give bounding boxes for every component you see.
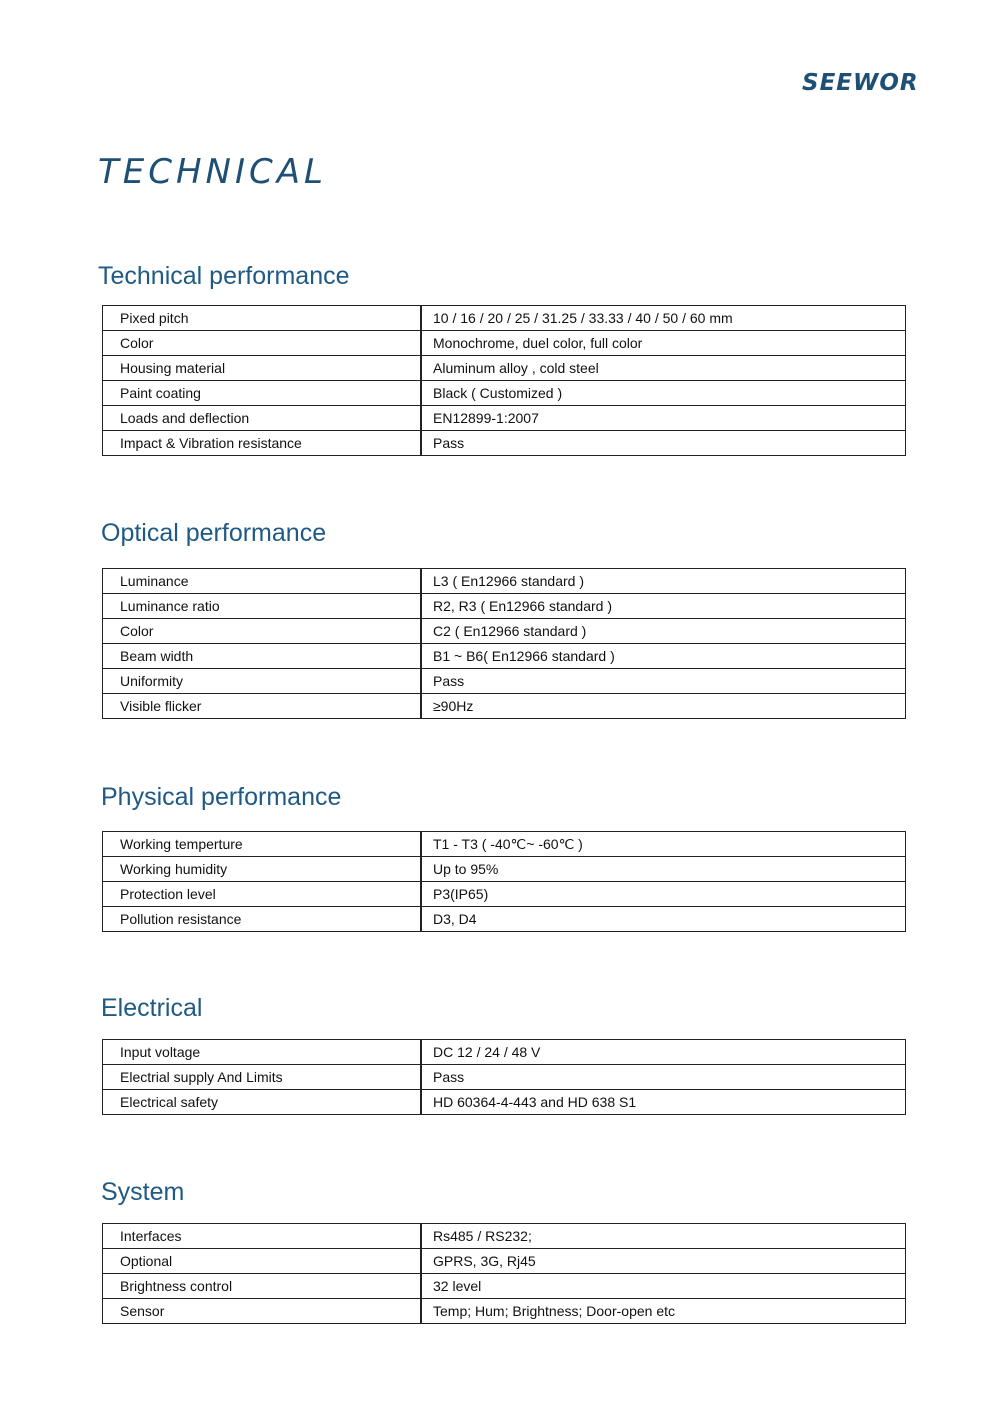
spec-value: T1 - T3 ( -40℃~ -60℃ ) [421,832,906,857]
spec-value: C2 ( En12966 standard ) [421,619,906,644]
spec-value: 32 level [421,1274,906,1299]
table-row [103,907,906,932]
spec-label: Pollution resistance [103,907,422,932]
spec-value: L3 ( En12966 standard ) [421,569,906,594]
spec-value: Pass [421,431,906,456]
table-row [103,694,906,719]
spec-value: Up to 95% [421,857,906,882]
section-heading-physical: Physical performance [101,783,342,811]
table-row [103,406,906,431]
table-row [103,306,906,331]
page-title: TECHNICAL [98,152,327,192]
spec-label: Sensor [103,1299,422,1324]
spec-value: EN12899-1:2007 [421,406,906,431]
spec-label: Optional [103,1249,422,1274]
spec-value: Temp; Hum; Brightness; Door-open etc [421,1299,906,1324]
table-row [103,669,906,694]
spec-label: Luminance ratio [103,594,422,619]
system-table [102,1223,906,1324]
spec-value: R2, R3 ( En12966 standard ) [421,594,906,619]
spec-value: Black ( Customized ) [421,381,906,406]
optical-performance-table [102,568,906,719]
spec-label: Color [103,331,422,356]
spec-label: Loads and deflection [103,406,422,431]
table-row [103,1065,906,1090]
table-row [103,331,906,356]
table-row [103,619,906,644]
table-row [103,569,906,594]
table-row [103,857,906,882]
table-row [103,882,906,907]
table-row [103,594,906,619]
spec-label: Interfaces [103,1224,422,1249]
electrical-table [102,1039,906,1115]
section-heading-optical: Optical performance [101,519,327,547]
spec-value: B1 ~ B6( En12966 standard ) [421,644,906,669]
spec-label: Protection level [103,882,422,907]
brand-logo: SEEWOR [802,70,919,96]
spec-label: Electrial supply And Limits [103,1065,422,1090]
spec-value: D3, D4 [421,907,906,932]
spec-label: Visible flicker [103,694,422,719]
table-row [103,431,906,456]
table-row [103,1274,906,1299]
spec-value: Pass [421,1065,906,1090]
spec-label: Electrical safety [103,1090,422,1115]
spec-label: Color [103,619,422,644]
spec-label: Uniformity [103,669,422,694]
spec-label: Housing material [103,356,422,381]
spec-label: Working temperture [103,832,422,857]
table-row [103,1224,906,1249]
table-row [103,381,906,406]
section-heading-system: System [101,1178,185,1206]
spec-label: Brightness control [103,1274,422,1299]
spec-value: GPRS, 3G, Rj45 [421,1249,906,1274]
physical-performance-table [102,831,906,932]
spec-value: ≥90Hz [421,694,906,719]
spec-label: Impact & Vibration resistance [103,431,422,456]
spec-value: DC 12 / 24 / 48 V [421,1040,906,1065]
spec-value: 10 / 16 / 20 / 25 / 31.25 / 33.33 / 40 / 50 / 60 mm [421,306,906,331]
spec-value: HD 60364-4-443 and HD 638 S1 [421,1090,906,1115]
table-row [103,1299,906,1324]
table-row [103,644,906,669]
table-row [103,356,906,381]
spec-value: Aluminum alloy , cold steel [421,356,906,381]
table-row [103,1249,906,1274]
spec-label: Working humidity [103,857,422,882]
table-row [103,1090,906,1115]
spec-value: P3(IP65) [421,882,906,907]
spec-label: Paint coating [103,381,422,406]
table-row [103,832,906,857]
spec-label: Luminance [103,569,422,594]
technical-performance-table [102,305,906,456]
spec-label: Pixed pitch [103,306,422,331]
spec-value: Monochrome, duel color, full color [421,331,906,356]
spec-value: Pass [421,669,906,694]
section-heading-electrical: Electrical [101,994,203,1022]
table-row [103,1040,906,1065]
spec-label: Input voltage [103,1040,422,1065]
spec-label: Beam width [103,644,422,669]
spec-value: Rs485 / RS232; [421,1224,906,1249]
section-heading-technical: Technical performance [98,262,350,290]
